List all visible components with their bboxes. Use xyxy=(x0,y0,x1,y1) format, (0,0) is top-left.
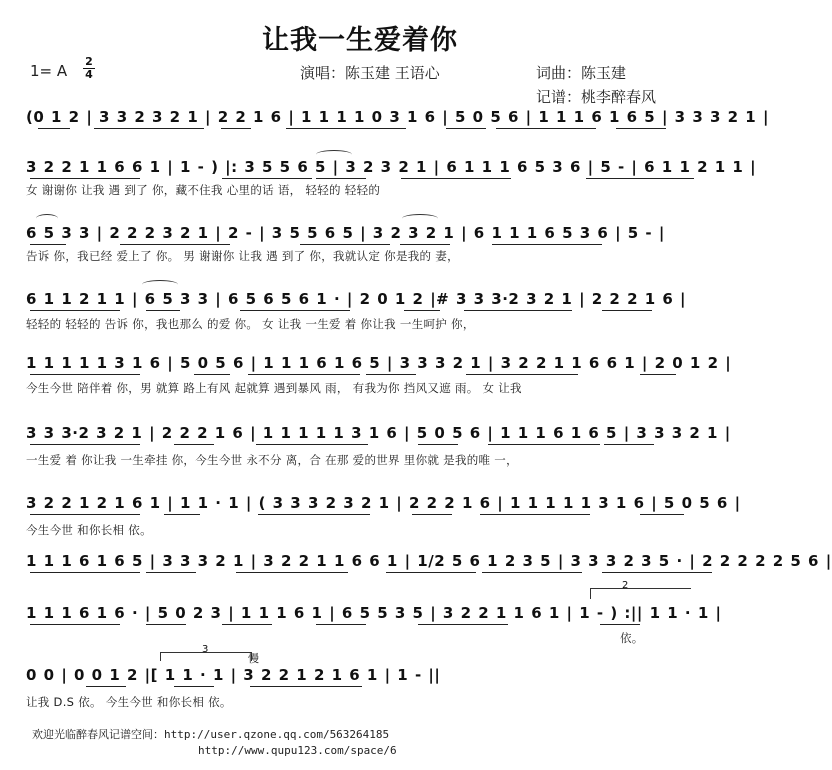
volta-number: 2 xyxy=(622,580,629,591)
notation-line-7: 3 2 2 1 2 1 6 1 | 1 1 · 1 | ( 3 3 3 2 3 2 1 | 2 2 2 1 6 | 1 1 1 1 1 3 1 6 | 5 0 5 6 | xyxy=(26,494,741,512)
song-title: 让我一生爱着你 xyxy=(262,25,458,56)
lyric-line-4: 轻轻的 轻轻的 告诉 你，我也那么 的爱 你。 女 让我 一生爱 着 你让我 一生呵护 你， xyxy=(26,317,475,331)
lyric-line-2: 女 谢谢你 让我 遇 到了 你，藏不住我 心里的话 语， 轻轻的 轻轻的 xyxy=(26,183,381,197)
notation-line-3: 6 5 3 3 | 2 2 2 3 2 1 | 2 - | 3 5 5 6 5 | 3 2 3 2 1 | 6 1 1 1 6 5 3 6 | 5 - | xyxy=(26,224,665,242)
notation-line-1: (0 1 2 | 3 3 2 3 2 1 | 2 2 1 6 | 1 1 1 1 0 3 1 6 | 5 0 5 6 | 1 1 1 6 1 6 5 | 3 3 3 2 1 | xyxy=(26,108,769,126)
footer-line-2: http://www.qupu123.com/space/6 xyxy=(198,744,397,757)
notation-line-10: 0 0 | 0 0 1 2 |[ 1 1 · 1 | 3 2 2 1 2 1 6 1 | 1 - || xyxy=(26,666,441,684)
lyric-line-5: 今生今世 陪伴着 你，男 就算 路上有风 起就算 遇到暴风 雨， 有我为你 挡风又遮 雨。 女 让我 xyxy=(26,381,522,395)
key-signature: 1= A xyxy=(30,62,68,80)
singers: 演唱：陈玉建 王语心 xyxy=(300,64,440,82)
lyric-line-10: 让我 D.S 依。 今生今世 和你长相 依。 xyxy=(26,695,232,709)
volta-bracket xyxy=(590,588,691,599)
lyric-line-3: 告诉 你，我已经 爱上了 你。 男 谢谢你 让我 遇 到了 你，我就认定 你是我的 妻， xyxy=(26,249,459,263)
notation-line-4: 6 1 1 2 1 1 | 6 5 3 3 | 6 5 6 5 6 1 · | 2 0 1 2 |# 3 3 3·2 3 2 1 | 2 2 2 1 6 | xyxy=(26,290,687,308)
slur xyxy=(142,280,178,289)
time-signature xyxy=(82,56,96,81)
slur xyxy=(36,214,58,223)
notation-line-5: 1 1 1 1 1 3 1 6 | 5 0 5 6 | 1 1 1 6 1 6 5 | 3 3 3 2 1 | 3 2 2 1 1 6 6 1 | 2 0 1 2 | xyxy=(26,354,732,372)
lyric-line-6: 一生爱 着 你让我 一生牵挂 你，今生今世 永不分 离，合 在那 爱的世界 里你就 是我的唯 一， xyxy=(26,453,518,467)
underline-group-1 xyxy=(26,128,708,138)
underline-group-9 xyxy=(26,624,708,634)
notation-credit: 记谱：桃李醉春风 xyxy=(536,88,657,106)
lyric-line-7: 今生今世 和你长相 依。 xyxy=(26,523,152,537)
underline-group-8 xyxy=(26,572,708,582)
footer-line-1: 欢迎光临醉春风记谱空间：http://user.qzone.qq.com/563264185 xyxy=(32,728,390,741)
slur xyxy=(402,214,438,223)
notation-line-6: 3 3 3·2 3 2 1 | 2 2 2 1 6 | 1 1 1 1 1 3 1 6 | 5 0 5 6 | 1 1 1 6 1 6 5 | 3 3 3 2 1 | xyxy=(26,424,731,442)
time-signature-bottom: 4 xyxy=(85,68,93,81)
lyric-line-9: 依。 xyxy=(620,631,644,645)
notation-line-2: 3 2 2 1 1 6 6 1 | 1 - ) |: 3 5 5 6 5 | 3 2 3 2 1 | 6 1 1 1 6 5 3 6 | 5 - | 6 1 1 2 1 1 | xyxy=(26,158,757,176)
triplet-number: 3 xyxy=(202,644,209,655)
notation-line-9: 1 1 1 6 1 6 · | 5 0 2 3 | 1 1 1 6 1 | 6 5 5 3 5 | 3 2 2 1 1 6 1 | 1 - ) :|| 1 1 · 1 | xyxy=(26,604,722,622)
notation-line-8: 1 1 1 6 1 6 5 | 3 3 3 2 1 | 3 2 2 1 1 6 6 1 | 1/2 5 6 1 2 3 5 | 3 3 3 2 3 5 · | 2 2 2 2 2 5 6 | xyxy=(26,552,832,570)
time-signature-top: 2 xyxy=(85,55,93,68)
slur xyxy=(316,150,352,159)
tempo-mark-slow: 慢 xyxy=(248,652,259,665)
composer: 词曲：陈玉建 xyxy=(536,64,627,82)
